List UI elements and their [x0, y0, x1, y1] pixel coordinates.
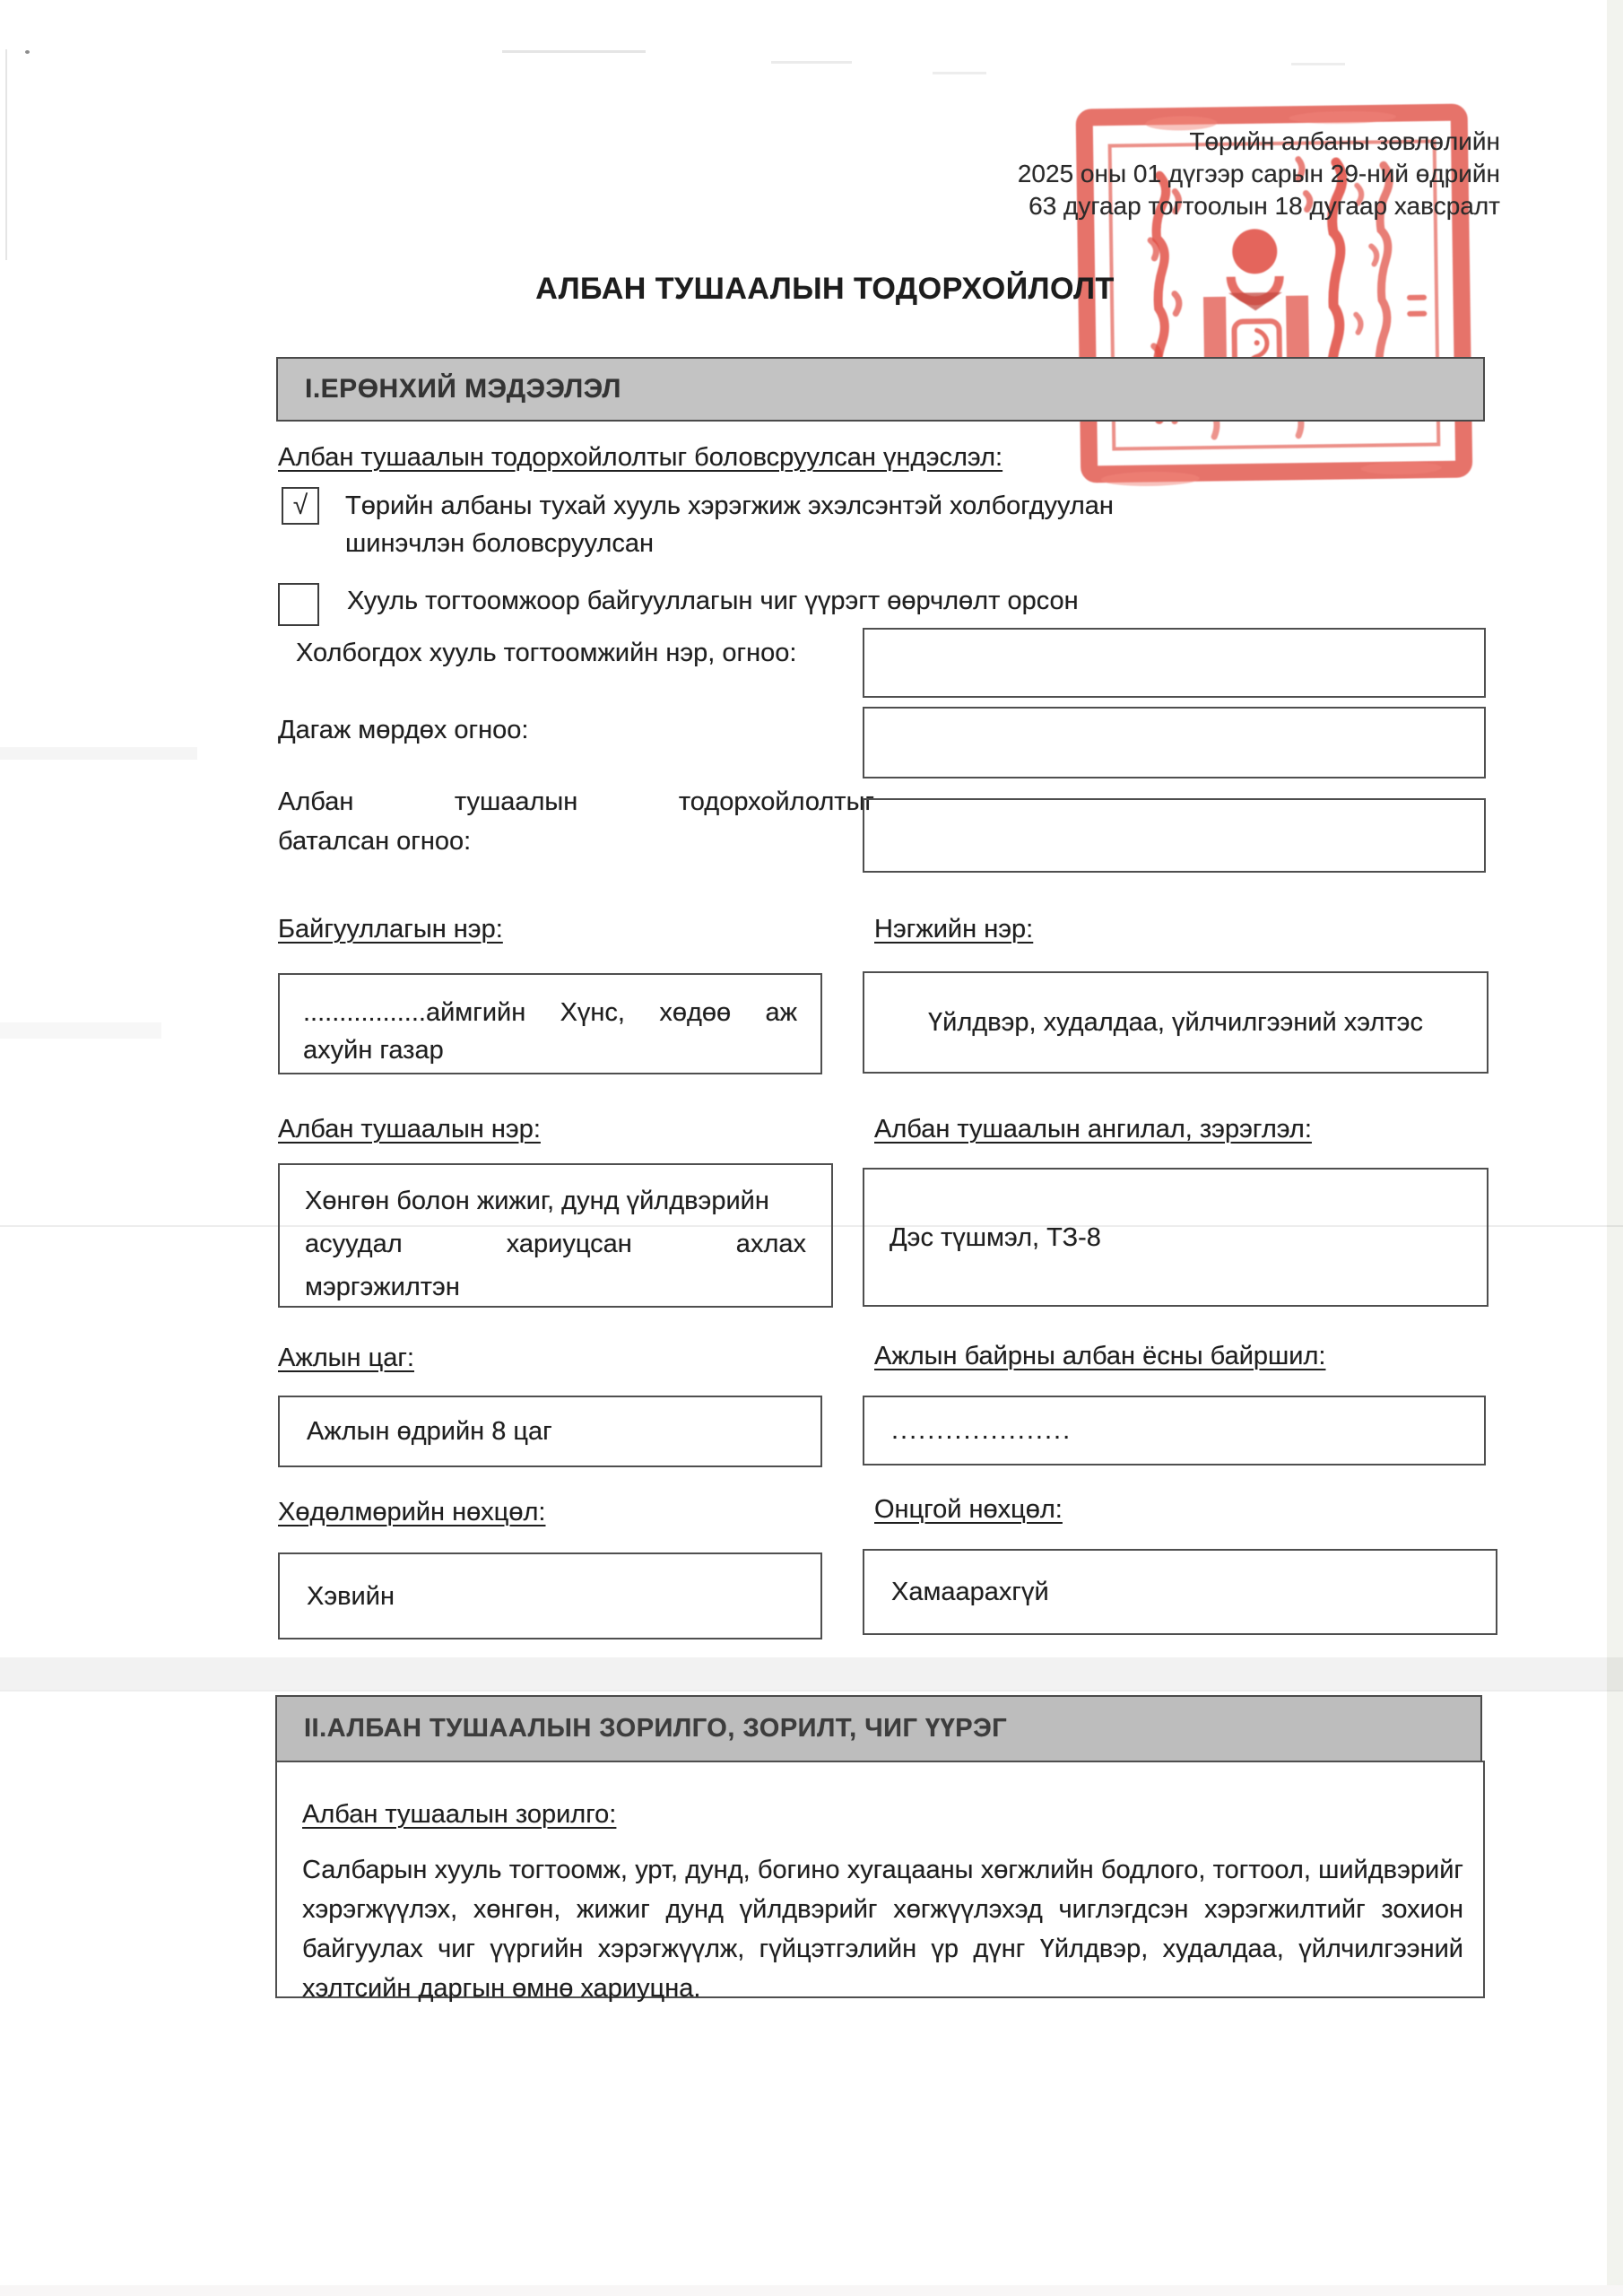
appendix-note-line: 2025 оны 01 дүгээр сарын 29-ний өдрийн — [1017, 160, 1500, 187]
approved-date-input — [863, 798, 1486, 873]
appendix-note-line: Төрийн албаны зөвлөлийн — [1189, 127, 1500, 155]
purpose-label: Албан тушаалын зорилго: — [302, 1800, 617, 1829]
checkmark-icon: √ — [292, 491, 308, 520]
document-title: АЛБАН ТУШААЛЫН ТОДОРХОЙЛОЛТ — [535, 272, 1115, 306]
scan-smudge — [25, 50, 30, 54]
basis-heading: Албан тушаалын тодорхойлолтыг боловсруулсан үндэслэл: — [278, 443, 1003, 472]
follow-date-label: Дагаж мөрдөх огноо: — [278, 716, 529, 744]
section2-header-bar — [275, 1695, 1482, 1762]
section1-header-bar — [276, 357, 1485, 422]
scan-band — [0, 747, 197, 760]
appendix-note — [807, 126, 1500, 222]
scan-smudge — [5, 49, 7, 260]
scan-edge-strip-right — [1607, 0, 1623, 2296]
classification-box — [863, 1168, 1488, 1307]
org-name-value-line1: .................аймгийн Хүнс, хөдөө аж — [303, 998, 797, 1027]
labor-conditions-box — [278, 1552, 822, 1639]
special-conditions-box — [863, 1549, 1497, 1635]
work-hours-box — [278, 1396, 822, 1467]
unit-name-label: Нэгжийн нэр: — [874, 915, 1034, 944]
position-value-line1: Хөнгөн болон жижиг, дунд үйлдвэрийн — [305, 1187, 769, 1215]
section2-header-title: II.АЛБАН ТУШААЛЫН ЗОРИЛГО, ЗОРИЛТ, ЧИГ ҮҮРЭГ — [304, 1714, 1008, 1743]
classification-label: Албан тушаалын ангилал, зэрэглэл: — [874, 1115, 1312, 1144]
unit-name-value: Үйлдвэр, худалдаа, үйлчилгээний хэлтэс — [928, 1008, 1423, 1037]
appendix-note-line: 63 дугаар тогтоолын 18 дугаар хавсралт — [1028, 192, 1500, 220]
purpose-text: Салбарын хууль тогтоомж, урт, дунд, богино хугацааны хөгжлийн бодлого, тогтоол, шийдвэрийг хэрэгжүүлэх, хөнгөн, жижиг дунд үйлдвэрийг хөгжүүлэхэд чиглэгдсэн хэрэгжилтийг зохион байгуулах чиг үүргийн хэрэгжүүлж, гүйцэтгэлийн үр дүнг Үйлдвэр, худалдаа, үйлчилгээний хэлтсийн даргын өмнө хариуцна. — [302, 1856, 1463, 2003]
scan-line — [0, 1690, 1623, 1692]
classification-value: Дэс түшмэл, ТЗ-8 — [890, 1222, 1101, 1252]
section2-content-box — [275, 1761, 1485, 2003]
section1-header-title: I.ЕРӨНХИЙ МЭДЭЭЛЭЛ — [305, 374, 621, 404]
approved-date-label-line2: баталсан огноо: — [278, 827, 472, 856]
location-label: Ажлын байрны албан ёсны байршил: — [874, 1342, 1326, 1370]
unit-name-box — [863, 971, 1488, 1074]
checkbox-renewed-label-line1: Төрийн албаны тухай хууль хэрэгжиж эхэлсэнтэй холбогдуулан — [345, 491, 1114, 520]
approved-date-label-line1: Албан тушаалын тодорхойлолтыг — [278, 787, 874, 816]
related-law-label: Холбогдох хууль тогтоомжийн нэр, огноо: — [296, 639, 797, 667]
scan-smudge — [771, 61, 852, 64]
related-law-input — [863, 628, 1486, 698]
location-value: .................... — [891, 1416, 1072, 1445]
position-name-box — [278, 1163, 833, 1308]
checkbox-renewed-label — [345, 490, 1332, 560]
approved-date-label — [278, 786, 874, 857]
position-name-label: Албан тушаалын нэр: — [278, 1115, 541, 1144]
checkbox-function-changed — [278, 583, 319, 626]
work-hours-label: Ажлын цаг: — [278, 1344, 414, 1372]
follow-date-input — [863, 707, 1486, 778]
org-name-box — [278, 973, 822, 1074]
special-conditions-label: Онцгой нөхцөл: — [874, 1495, 1063, 1524]
labor-conditions-value: Хэвийн — [307, 1581, 395, 1611]
scan-band-bottom — [0, 2285, 1623, 2296]
location-box — [863, 1396, 1486, 1465]
scan-smudge — [502, 50, 646, 53]
scan-smudge — [1291, 63, 1345, 65]
org-name-value-line2: ахуйн газар — [303, 1036, 444, 1065]
checkbox-renewed-by-law — [282, 487, 319, 525]
scan-band — [0, 1657, 1623, 1690]
scan-smudge — [933, 72, 986, 74]
org-name-label: Байгууллагын нэр: — [278, 915, 503, 944]
special-conditions-value: Хамаарахгүй — [891, 1578, 1049, 1606]
labor-conditions-label: Хөдөлмөрийн нөхцөл: — [278, 1498, 546, 1526]
position-value-line2: асуудал хариуцсан ахлах — [305, 1230, 806, 1258]
work-hours-value: Ажлын өдрийн 8 цаг — [307, 1417, 552, 1446]
position-value-line3: мэргэжилтэн — [305, 1273, 460, 1301]
checkbox-function-changed-label: Хууль тогтоомжоор байгууллагын чиг үүрэгт өөрчлөлт орсон — [347, 587, 1079, 615]
scan-band — [0, 1022, 161, 1039]
checkbox-renewed-label-line2: шинэчлэн боловсруулсан — [345, 529, 654, 558]
